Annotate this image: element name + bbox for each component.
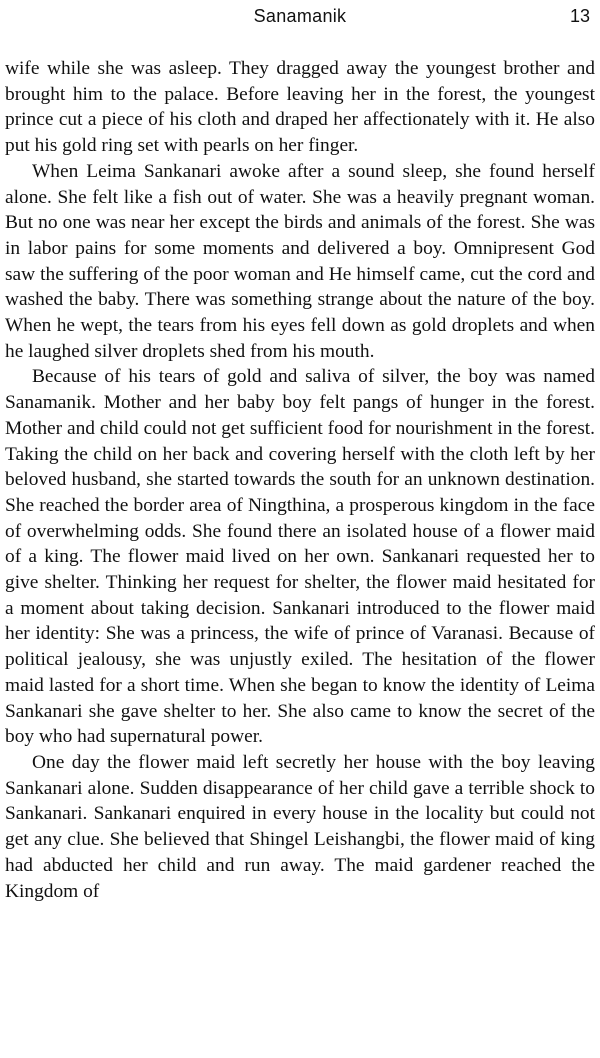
story-text (5, 56, 595, 904)
paragraph-awakening: When Leima Sankanari awoke after a sound sleep, she found herself alone. She felt like a fish out of water. She was a heavily pregnant woman. But no one was near her except the birds and animals of the forest. She was in labor pains for some moments and delivered a boy. Omnipresent God saw the suffering of the poor woman and He himself came, cut the cord and washed the baby. There was something strange about the nature of the boy. When he wept, the tears from his eyes fell down as gold droplets and when he laughed silver droplets shed from his mouth. (5, 160, 595, 362)
paragraph-shelter: Because of his tears of gold and saliva of silver, the boy was named Sanamanik. Mother and her baby boy felt pangs of hunger in the forest. Mother and child could not get sufficient food for nourishment in the forest. Taking the child on her back and covering herself with the cloth left by her beloved husband, she started towards the south for an unknown destination. She reached the border area of Ningthina, a prosperous kingdom in the face of overwhelming odds. She found there an isolated house of a flower maid of a king. The flower maid lived on her own. Sankanari requested her to give shelter. Thinking her request for shelter, the flower maid hesitated for a moment about taking decision. Sankanari introduced to the flower maid her identity: She was a princess, the wife of prince of Varanasi. Because of political jealousy, she was unjustly exiled. The hesitation of the flower maid lasted for a short time. When she began to know the identity of Leima Sankanari she gave shelter to her. She also came to know the secret of the boy who had supernatural power. (5, 366, 595, 748)
page-number: 13 (569, 6, 590, 26)
running-title: Sanamanik (253, 6, 347, 26)
paragraph-continuation: wife while she was asleep. They dragged away the youngest brother and brought him to the palace. Before leaving her in the forest, the youngest prince cut a piece of his cloth and draped her affectionately with it. He also put his gold ring set with pearls on her finger. (5, 58, 595, 157)
page-header (0, 0, 600, 34)
paragraph-abduction: One day the flower maid left secretly her house with the boy leaving Sankanari alone. Sudden disappearance of her child gave a terrible shock to Sankanari. Sankanari enquired in every house in the locality but could not get any clue. She believed that Shingel Leishangbi, the flower maid of king had abducted her child and run away. The maid gardener reached the Kingdom of (5, 751, 595, 902)
